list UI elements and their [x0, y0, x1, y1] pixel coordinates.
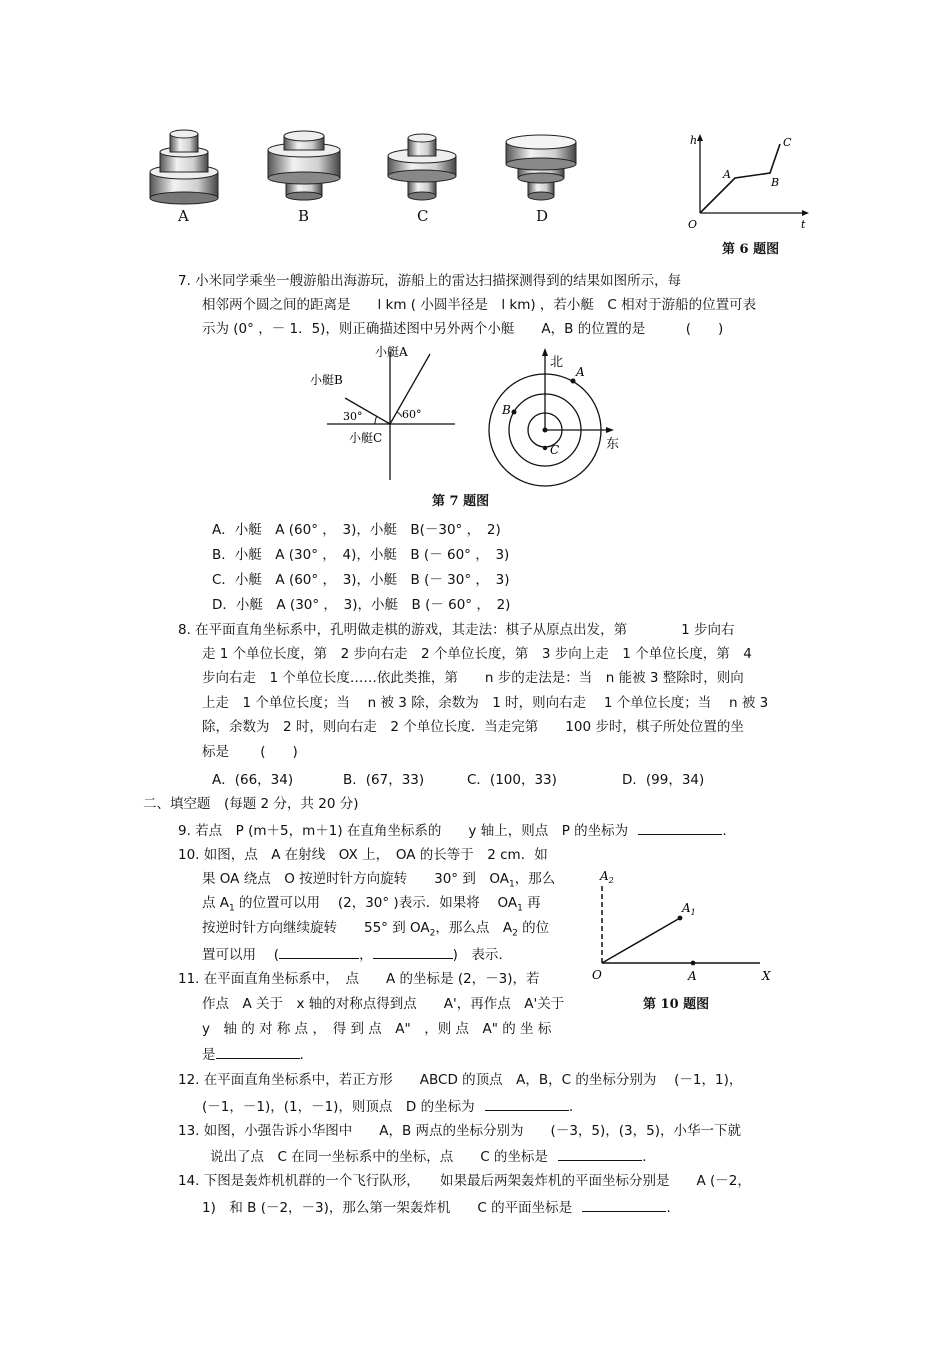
q11-line-2: 作点 A 关于 x 轴的对称点得到点 A'，再作点 A'关于	[202, 996, 565, 1012]
q8-option-c: C．(100，33)	[467, 772, 557, 788]
q7-option-a: A．小艇 A (60° ， 3)，小艇 B(－30° ， 2)	[212, 522, 501, 538]
q11-line-4-text: 是	[202, 1047, 216, 1063]
q13-answer-blank[interactable]	[558, 1146, 642, 1161]
q11-line-4	[202, 1044, 304, 1064]
q10-line-2	[202, 870, 555, 894]
q14-answer-blank[interactable]	[582, 1197, 666, 1212]
q7-north: 北	[550, 355, 564, 370]
q7-line-1: 7. 小米同学乘坐一艘游船出海游玩，游船上的雷达扫描探测得到的结果如图所示，每	[178, 273, 682, 289]
q10-line-2-end: ，那么	[514, 871, 556, 887]
q7-option-d: D．小艇 A (30° ， 3)，小艇 B (－ 60° ， 2)	[212, 597, 511, 613]
q12-line-2-text: (－1，－1)，(1，－1)，则顶点 D 的坐标为	[202, 1099, 475, 1115]
q9-line	[178, 820, 727, 840]
q7-line-3: 示为 (0° ，－ 1．5)，则正确描述图中另外两个小艇 A，B 的位置的是 ( )	[202, 321, 724, 337]
q6-point-c: C	[783, 136, 792, 149]
q8-line-5: 除，余数为 2 时，则向右走 2 个单位长度．当走完第 100 步时，棋子所处位置的坐	[202, 719, 744, 735]
q14-end: .	[666, 1200, 671, 1216]
q7-angle-30: 30°	[343, 410, 363, 423]
q10-line-4-sub: 2	[429, 928, 436, 939]
q7-boat-b: 小艇B	[310, 373, 343, 387]
q11-end: .	[299, 1047, 304, 1063]
solid-a	[150, 130, 218, 204]
q7-caption: 第 7 题图	[432, 494, 490, 509]
q12-end: .	[568, 1099, 574, 1115]
solid-label-d: D	[536, 207, 549, 225]
q7-angle-figure	[305, 342, 455, 482]
q10-fig-a2: $A_2$	[600, 869, 614, 885]
q8-option-d: D．(99，34)	[622, 772, 705, 788]
q10-fig-a1: $A_1$	[682, 901, 696, 917]
q6-axis-h: h	[690, 134, 698, 147]
q10-line-3-c: 再	[522, 895, 541, 911]
q10-line-5-b: ，	[359, 947, 373, 963]
q9-answer-blank[interactable]	[638, 820, 722, 835]
q8-line-6: 标是 ( )	[202, 744, 298, 760]
q10-line-4-sub2: 2	[512, 928, 518, 939]
q12-line-1: 12. 在平面直角坐标系中，若正方形 ABCD 的顶点 A，B，C 的坐标分别为 (－1，1)，	[178, 1072, 743, 1088]
q10-fig-a: A	[688, 969, 697, 983]
q10-line-3	[202, 894, 541, 918]
q10-line-2-sub: 1	[508, 879, 515, 890]
q6-point-a: A	[723, 168, 731, 181]
q10-line-3-b: 的位置可以用 (2，30° )表示．如果将 OA	[234, 895, 518, 911]
q6-caption: 第 6 题图	[722, 242, 780, 257]
q11-answer-blank[interactable]	[216, 1044, 300, 1059]
q7-radar-b: B	[502, 403, 511, 417]
q10-line-3-a: 点 A	[202, 895, 230, 911]
q12-answer-blank[interactable]	[485, 1096, 569, 1111]
q10-line-4-a: 按逆时针方向继续旋转 55° 到 OA	[202, 920, 430, 936]
q8-line-4: 上走 1 个单位长度；当 n 被 3 除，余数为 1 时，则向右走 1 个单位长度；当 n 被 3	[202, 695, 769, 711]
q7-option-b: B．小艇 A (30° ， 4)，小艇 B (－ 60° ， 3)	[212, 547, 510, 563]
solid-c	[388, 134, 456, 200]
solid-label-c: C	[417, 207, 429, 225]
q10-answer-blank-1[interactable]	[279, 944, 359, 959]
q6-graph	[685, 128, 815, 233]
q8-option-a: A．(66，34)	[212, 772, 294, 788]
q11-line-3: y 轴 的 对 称 点 ， 得 到 点 A" ，则 点 A" 的 坐 标	[202, 1021, 552, 1037]
q7-east: 东	[606, 437, 620, 452]
q7-radar-a: A	[576, 365, 585, 379]
q10-line-3-sub2: 1	[517, 903, 523, 914]
q9-text: 9. 若点 P (m＋5，m＋1) 在直角坐标系的 y 轴上，则点 P 的坐标为	[178, 823, 629, 839]
q13-end: .	[642, 1149, 647, 1165]
q12-line-2	[202, 1096, 573, 1116]
q7-boat-c: 小艇C	[349, 431, 383, 445]
q8-option-b: B．(67，33)	[343, 772, 425, 788]
q10-line-5-c: ) 表示.	[452, 947, 503, 963]
q6-axis-t: t	[801, 218, 806, 231]
q14-line-2-text: 1) 和 B (－2，－3)，那么第一架轰炸机 C 的平面坐标是	[202, 1200, 573, 1216]
q7-angle-60: 60°	[402, 408, 422, 421]
solid-label-b: B	[298, 207, 310, 225]
q10-answer-blank-2[interactable]	[373, 944, 453, 959]
q13-line-1: 13. 如图，小强告诉小华图中 A，B 两点的坐标分别为 (－3，5)，(3，5)，小华一下就	[178, 1123, 741, 1139]
q10-line-1: 10. 如图，点 A 在射线 OX 上， OA 的长等于 2 cm．如	[178, 847, 548, 863]
q10-line-5-a: 置可以用 (	[202, 947, 280, 963]
q10-line-3-sub: 1	[229, 903, 235, 914]
q10-caption: 第 10 题图	[643, 997, 710, 1012]
q13-line-2-text: 说出了点 C 在同一坐标系中的坐标，点 C 的坐标是	[210, 1149, 548, 1165]
q10-line-4-b: ，那么点 A	[435, 920, 513, 936]
q6-point-b: B	[771, 176, 780, 189]
q8-line-1: 8. 在平面直角坐标系中，孔明做走棋的游戏，其走法：棋子从原点出发，第 1 步向右	[178, 622, 735, 638]
q7-radar-figure	[480, 348, 630, 488]
q14-line-2	[202, 1197, 671, 1217]
q7-radar-c: C	[550, 443, 560, 457]
q10-fig-x: X	[762, 969, 771, 983]
solid-label-a: A	[178, 207, 189, 225]
q13-line-2	[210, 1146, 647, 1166]
section-2-heading: 二、填空题 (每题 2 分，共 20 分)	[143, 796, 359, 812]
q9-end: .	[722, 823, 727, 839]
q10-line-2-text: 果 OA 绕点 O 按逆时针方向旋转 30° 到 OA	[202, 871, 509, 887]
q10-line-4-c: 的位	[517, 920, 550, 936]
q10-fig-o: O	[592, 968, 602, 982]
q7-option-c: C．小艇 A (60° ， 3)，小艇 B (－ 30° ， 3)	[212, 572, 510, 588]
q8-line-2: 走 1 个单位长度，第 2 步向右走 2 个单位长度，第 3 步向上走 1 个单位长度，第 4	[202, 646, 752, 662]
q7-boat-a: 小艇A	[375, 345, 408, 359]
q10-line-4	[202, 919, 549, 943]
q6-origin: O	[688, 218, 698, 231]
q8-line-3: 步向右走 1 个单位长度……依此类推，第 n 步的走法是：当 n 能被 3 整除时，则向	[202, 670, 744, 686]
q10-line-5	[202, 944, 503, 964]
solid-b	[268, 131, 340, 200]
q7-line-2: 相邻两个圆之间的距离是 l km ( 小圆半径是 l km) ，若小艇 C 相对于游船的位置可表	[202, 297, 757, 313]
q10-rotation-figure	[590, 866, 790, 986]
q11-line-1: 11. 在平面直角坐标系中， 点 A 的坐标是 (2，－3)，若	[178, 971, 540, 987]
q14-line-1: 14. 下图是轰炸机机群的一个飞行队形， 如果最后两架轰炸机的平面坐标分别是 A (－2，	[178, 1173, 751, 1189]
solid-d	[506, 135, 576, 200]
